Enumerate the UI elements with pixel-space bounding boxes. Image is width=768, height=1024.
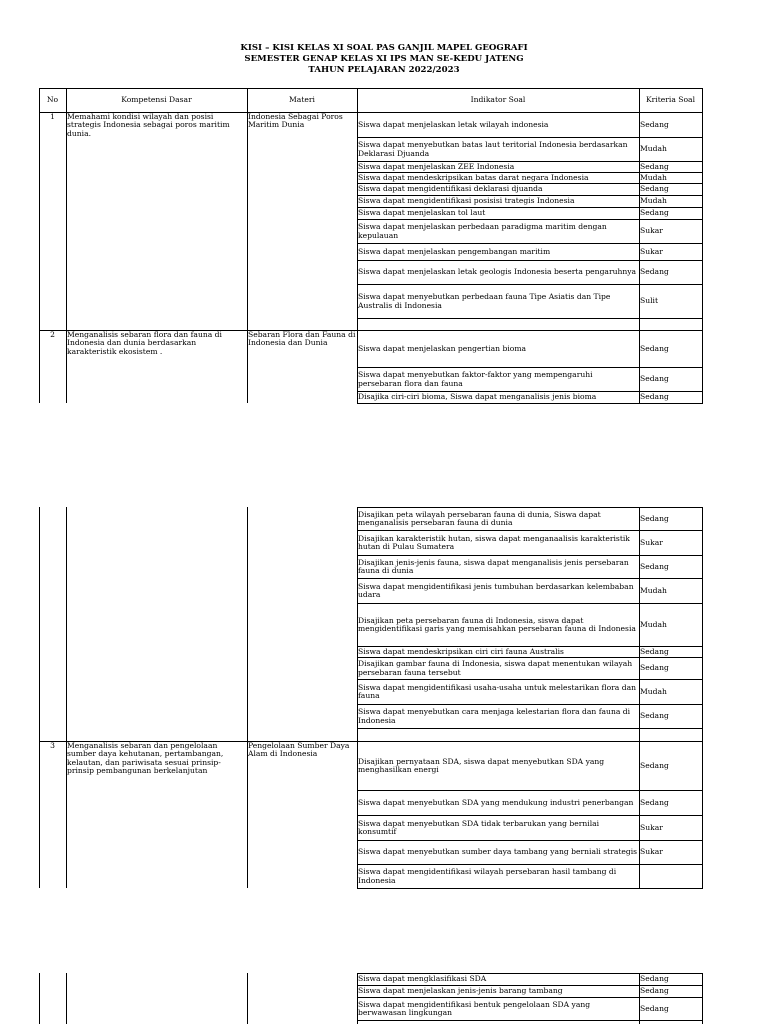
kriteria-cell-text: Mudah (640, 619, 667, 629)
kompetensi-dasar-cell (67, 742, 246, 782)
materi-cell-text: Pengelolaan Sumber Daya Alam di Indonesia (248, 742, 350, 759)
indikator-header-text: Indikator Soal (470, 94, 526, 104)
table-rule (247, 507, 248, 741)
indikator-cell (358, 705, 638, 728)
indikator-cell (358, 244, 638, 260)
table-rule (39, 112, 40, 330)
indikator-cell (358, 368, 638, 391)
kriteria-cell-text: Mudah (640, 196, 667, 206)
table-rule (702, 88, 703, 112)
table-rule (357, 888, 703, 889)
kriteria-cell-text: Mudah (640, 585, 667, 595)
kriteria-cell (640, 998, 701, 1020)
indikator-cell-text: Disajikan peta persebaran fauna di Indonesia, siswa dapat mengidentifikasi garis yang memisahkan persebaran fauna di Indonesia (358, 615, 636, 633)
kompetensi-dasar-cell-text: Memahami kondisi wilayah dan posisi strategis Indonesia sebagai poros maritim dunia. (67, 113, 230, 138)
indikator-cell-text: Siswa dapat mengidentifikasi deklarasi djuanda (358, 184, 543, 194)
kriteria-cell (640, 285, 701, 318)
doc-title-line3: TAHUN PELAJARAN 2022/2023 (308, 65, 460, 75)
indikator-cell (358, 604, 638, 646)
kriteria-cell-text: Sedang (640, 513, 669, 523)
indikator-cell (358, 261, 638, 284)
indikator-cell-text: Siswa dapat menjelaskan pengembangan maritim (358, 246, 551, 256)
kriteria-cell-text: Sukar (640, 246, 663, 256)
indikator-cell (358, 196, 638, 207)
table-rule (39, 507, 40, 741)
indikator-cell (358, 658, 638, 679)
kriteria-cell-text: Sedang (640, 647, 669, 656)
kriteria-cell-text: Sedang (640, 986, 669, 996)
doc-title-line1: KISI – KISI KELAS XI SOAL PAS GANJIL MAPEL GEOGRAFI (240, 43, 528, 53)
kriteria-cell-text: Sedang (640, 561, 669, 571)
kriteria-cell-text: Sedang (640, 711, 669, 721)
indikator-cell (358, 184, 638, 195)
indikator-cell-text: Siswa dapat mengidentifikasi posisisi trategis Indonesia (358, 196, 575, 206)
kriteria-cell (640, 974, 701, 985)
indikator-cell (358, 841, 638, 864)
kriteria-cell-text: Sedang (640, 184, 669, 194)
indikator-cell (358, 998, 638, 1020)
indikator-cell (358, 791, 638, 815)
indikator-cell (358, 974, 638, 985)
kriteria-cell (640, 865, 701, 888)
indikator-cell (358, 531, 638, 555)
kriteria-cell-text: Sedang (640, 760, 669, 770)
indikator-cell-text: Disajikan jenis-jenis fauna, siswa dapat menganalisis jenis persebaran fauna di dunia (358, 557, 629, 575)
kriteria-cell (640, 658, 701, 679)
kriteria-cell (640, 331, 701, 367)
kriteria-cell-text: Sedang (640, 119, 669, 129)
indikator-cell-text: Siswa dapat menjelaskan letak geologis Indonesia beserta pengaruhnya (358, 267, 637, 277)
materi-cell-text: Sebaran Flora dan Fauna di Indonesia dan Dunia (248, 331, 356, 348)
no-header-text: No (46, 94, 59, 104)
indikator-cell-text: Siswa dapat menjelaskan jenis-jenis barang tambang (358, 986, 563, 996)
kriteria-cell (640, 113, 701, 137)
indikator-cell-text: Siswa dapat menjelaskan perbedaan paradigma maritim dengan kepulauan (358, 222, 607, 240)
indikator-cell (358, 742, 638, 790)
kriteria-cell (640, 138, 701, 161)
materi-cell (248, 113, 356, 145)
kriteria-cell-text: Sukar (640, 847, 663, 857)
kriteria-cell (640, 196, 701, 207)
table-rule (702, 112, 703, 330)
materi-cell (248, 331, 356, 363)
kriteria-cell (640, 208, 701, 219)
no-header (40, 88, 65, 112)
kriteria-cell (640, 791, 701, 815)
kompetensi-dasar-cell (67, 113, 246, 153)
kd-number (40, 742, 65, 754)
kd-number-text: 3 (50, 742, 55, 750)
kriteria-cell (640, 841, 701, 864)
kompetensi-header (67, 88, 246, 112)
indikator-cell-text: Siswa dapat menjelaskan ZEE Indonesia (358, 162, 515, 171)
kriteria-cell (640, 680, 701, 704)
indikator-cell (358, 986, 638, 997)
kriteria-header-text: Kriteria Soal (645, 94, 695, 104)
kriteria-cell (640, 556, 701, 578)
kriteria-cell (640, 162, 701, 172)
indikator-cell-text: Siswa dapat mendeskripsikan ciri ciri fauna Australis (358, 647, 564, 656)
kriteria-cell-text: Mudah (640, 686, 667, 696)
indikator-cell-text: Siswa dapat menyebutkan batas laut teritorial Indonesia berdasarkan Deklarasi Djuanda (358, 140, 628, 158)
table-rule (66, 973, 67, 1024)
indikator-cell (358, 173, 638, 183)
table-rule (66, 507, 67, 741)
kriteria-cell (640, 508, 701, 530)
indikator-cell (358, 162, 638, 172)
materi-header-text: Materi (289, 94, 315, 104)
kriteria-cell-text: Sedang (640, 797, 669, 807)
indikator-cell (358, 865, 638, 888)
indikator-cell (358, 331, 638, 367)
indikator-cell (358, 816, 638, 840)
indikator-cell (358, 680, 638, 704)
indikator-cell-text: Disajikan pernyataan SDA, siswa dapat menyebutkan SDA yang menghasilkan energi (358, 756, 605, 774)
kompetensi-header-text: Kompetensi Dasar (121, 94, 192, 104)
table-rule (39, 973, 40, 1024)
indikator-cell (358, 579, 638, 603)
kriteria-cell-text: Sedang (640, 392, 669, 402)
kriteria-cell-text: Sedang (640, 208, 669, 218)
indikator-cell-text: Siswa dapat menyebutkan cara menjaga kelestarian flora dan fauna di Indonesia (358, 707, 631, 725)
kriteria-cell-text: Mudah (640, 173, 667, 182)
kompetensi-dasar-cell-text: Menganalisis sebaran dan pengelolaan sumber daya kehutanan, pertambangan, kelautan, dan pariwisata sesuai prinsip-prinsip pembangunan berkelanjutan (67, 742, 224, 776)
indikator-cell-text: Disajikan karakteristik hutan, siswa dapat menganaalisis karakteristik hutan di Pulau Sumatera (358, 533, 630, 551)
kriteria-cell-text: Mudah (640, 144, 667, 154)
kriteria-cell-text: Sukar (640, 226, 663, 236)
indikator-cell (358, 556, 638, 578)
kd-number-text: 1 (50, 113, 55, 121)
kriteria-cell-text: Sedang (640, 974, 669, 984)
kriteria-cell (640, 220, 701, 243)
indikator-cell (358, 208, 638, 219)
kriteria-cell (640, 986, 701, 997)
indikator-cell (358, 647, 638, 657)
kriteria-cell-text: Sedang (640, 1003, 669, 1013)
kriteria-cell (640, 742, 701, 790)
indikator-cell-text: Siswa dapat menjelaskan pengertian bioma (358, 343, 527, 353)
kriteria-cell-text: Sedang (640, 267, 669, 277)
indikator-cell (358, 508, 638, 530)
indikator-cell-text: Siswa dapat mengidentifikasi usaha-usaha untuk melestarikan flora dan fauna (358, 682, 637, 700)
indikator-header (358, 88, 638, 112)
indikator-cell (358, 729, 638, 741)
table-rule (357, 403, 703, 404)
table-rule (247, 973, 248, 1024)
kriteria-cell (640, 604, 701, 646)
indikator-cell-text: Siswa dapat menjelaskan letak wilayah indonesia (358, 119, 549, 129)
indikator-cell-text: Disajika ciri-ciri bioma, Siswa dapat menganalisis jenis bioma (358, 392, 597, 402)
kriteria-cell (640, 816, 701, 840)
kriteria-cell (640, 392, 701, 403)
table-rule (357, 1020, 703, 1021)
indikator-cell (358, 113, 638, 137)
indikator-cell-text: Disajikan peta wilayah persebaran fauna di dunia, Siswa dapat menganalisis persebaran fauna di dunia (358, 509, 601, 527)
kriteria-cell (640, 729, 701, 741)
indikator-cell (358, 319, 638, 330)
indikator-cell-text: Siswa dapat mengidentifikasi bentuk pengelolaan SDA yang berwawasan lingkungan (358, 999, 591, 1017)
indikator-cell (358, 220, 638, 243)
kriteria-cell (640, 173, 701, 183)
indikator-cell-text: Siswa dapat menyebutkan faktor-faktor yang mempengaruhi persebaran flora dan fauna (358, 370, 593, 388)
indikator-cell-text: Siswa dapat mengklasifikasi SDA (358, 974, 487, 984)
kriteria-cell (640, 184, 701, 195)
kriteria-header (640, 88, 701, 112)
kriteria-cell (640, 244, 701, 260)
kriteria-cell (640, 261, 701, 284)
materi-cell (248, 742, 356, 774)
table-rule (702, 507, 703, 741)
indikator-cell (358, 285, 638, 318)
table-rule (702, 973, 703, 1024)
doc-title-line2: SEMESTER GENAP KELAS XI IPS MAN SE-KEDU JATENG (244, 54, 524, 64)
kd-number (40, 331, 65, 343)
kriteria-cell-text: Sukar (640, 822, 663, 832)
indikator-cell-text: Siswa dapat mengidentifikasi wilayah persebaran hasil tambang di Indonesia (358, 867, 617, 885)
indikator-cell-text: Siswa dapat menyebutkan SDA yang mendukung industri penerbangan (358, 797, 634, 807)
kriteria-cell (640, 647, 701, 657)
kriteria-cell-text: Sulit (640, 296, 659, 306)
indikator-cell (358, 138, 638, 161)
indikator-cell-text: Siswa dapat menyebutkan SDA tidak terbarukan yang bernilai konsumtif (358, 818, 600, 836)
kriteria-cell-text: Sedang (640, 162, 669, 171)
kd-number (40, 113, 65, 125)
indikator-cell-text: Siswa dapat mendeskripsikan batas darat negara Indonesia (358, 173, 589, 182)
kriteria-cell-text: Sedang (640, 663, 669, 673)
kriteria-cell (640, 319, 701, 330)
kriteria-cell (640, 579, 701, 603)
kompetensi-dasar-cell-text: Menganalisis sebaran flora dan fauna di Indonesia dan dunia berdasarkan karakteristik ekosistem . (67, 331, 222, 356)
kriteria-cell (640, 705, 701, 728)
kd-number-text: 2 (50, 331, 55, 339)
indikator-cell-text: Siswa dapat mengidentifikasi jenis tumbuhan berdasarkan kelembaban udara (358, 581, 634, 599)
materi-header (248, 88, 356, 112)
indikator-cell-text: Siswa dapat menyebutkan sumber daya tambang yang berniali strategis (358, 847, 638, 857)
indikator-cell-text: Siswa dapat menyebutkan perbedaan fauna Tipe Asiatis dan Tipe Australis di Indonesia (358, 292, 611, 310)
kompetensi-dasar-cell (67, 331, 246, 371)
kriteria-cell-text: Sedang (640, 374, 669, 384)
kriteria-cell (640, 531, 701, 555)
indikator-cell-text: Disajikan gambar fauna di Indonesia, siswa dapat menentukan wilayah persebaran fauna tersebut (358, 659, 633, 677)
materi-cell-text: Indonesia Sebagai Poros Maritim Dunia (248, 113, 343, 130)
kriteria-cell-text: Sedang (640, 343, 669, 353)
kriteria-cell (640, 368, 701, 391)
kriteria-cell-text: Sukar (640, 537, 663, 547)
indikator-cell-text: Siswa dapat menjelaskan tol laut (358, 208, 486, 218)
table-rule (39, 741, 40, 888)
indikator-cell (358, 392, 638, 403)
